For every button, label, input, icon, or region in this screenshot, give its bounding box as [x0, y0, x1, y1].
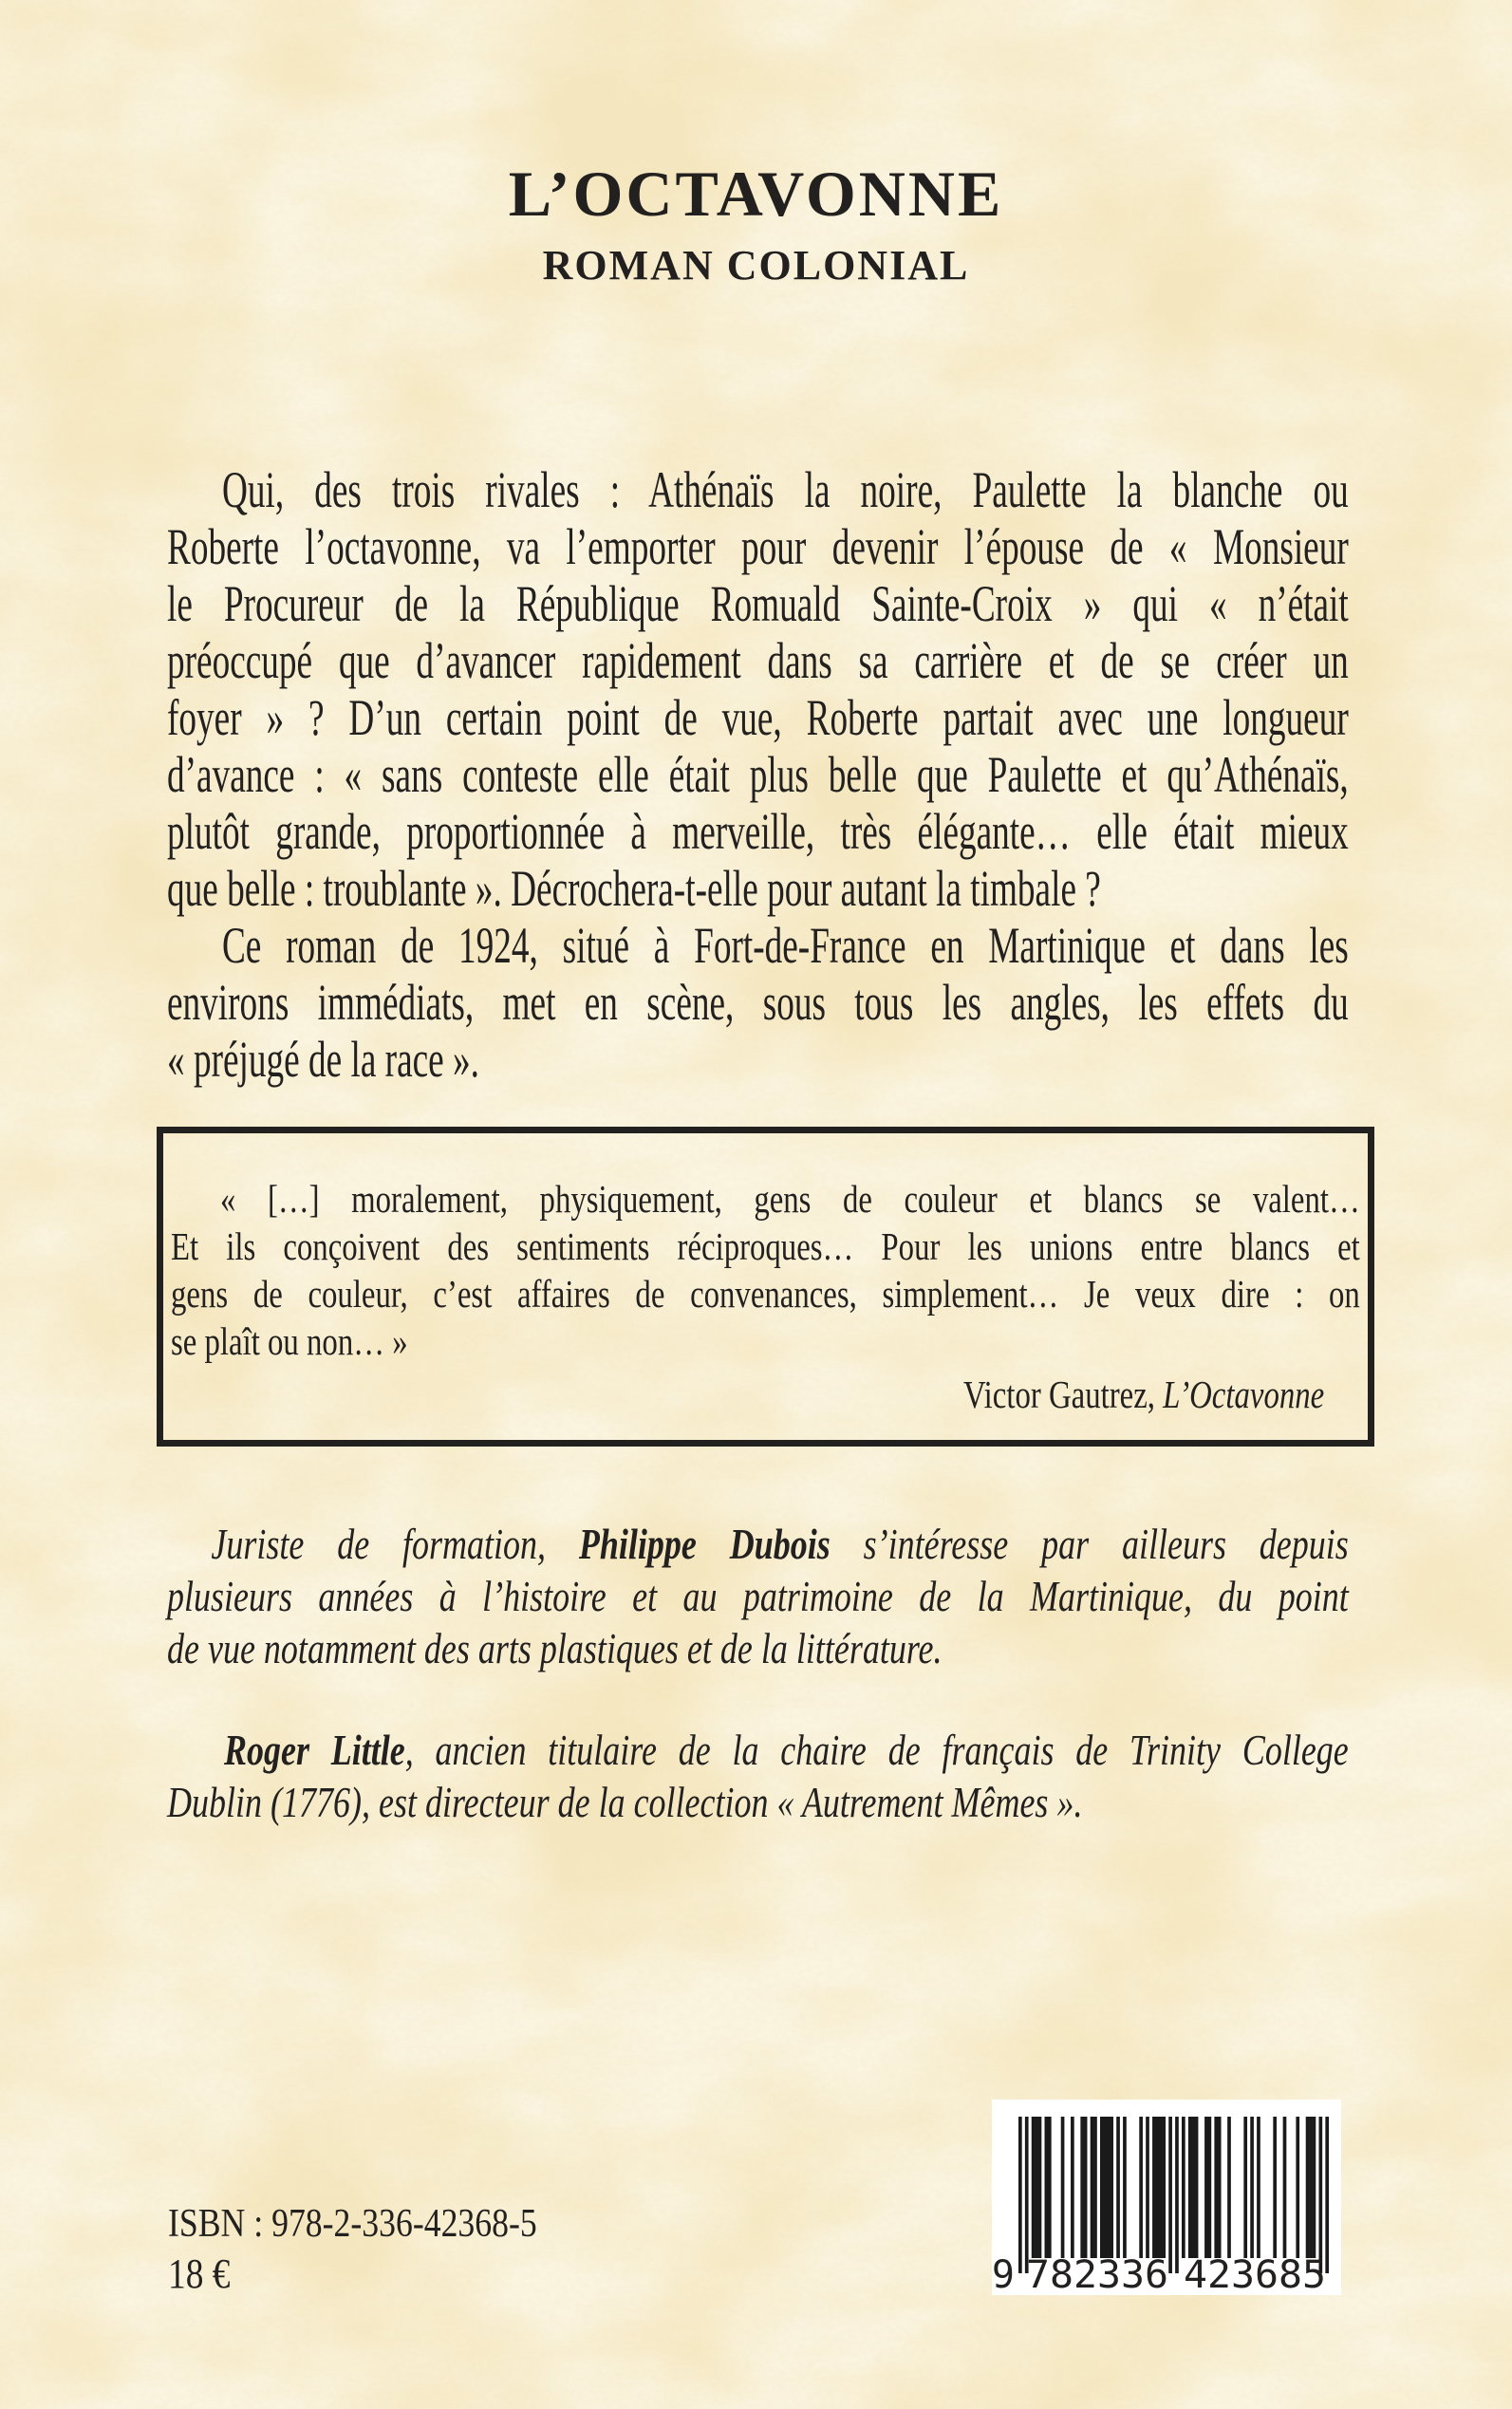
- isbn-text: ISBN : 978-2-336-42368-5: [168, 2202, 537, 2246]
- barcode-svg: [992, 2100, 1341, 2295]
- barcode-bars: [1018, 2117, 1329, 2273]
- quote-attribution: [171, 1371, 1360, 1418]
- title-block: [0, 159, 1512, 289]
- quote-line: « […] moralement, physiquement, gens de couleur et blancs se valent…: [220, 1177, 1360, 1221]
- quote-line: se plaît ou non… »: [171, 1319, 408, 1363]
- synopsis-line: « préjugé de la race ».: [167, 1031, 479, 1088]
- synopsis-line: Qui, des trois rivales : Athénaïs la noire, Paulette la blanche ou: [221, 461, 1349, 518]
- barcode: [992, 2100, 1341, 2295]
- quote-line: Et ils conçoivent des sentiments réciproques… Pour les unions entre blancs et: [171, 1224, 1360, 1268]
- barcode-digits-left: 782336: [1026, 2253, 1168, 2295]
- bio-dubois-rest: s’intéresse par ailleurs depuis: [830, 1521, 1349, 1568]
- synopsis-line: environs immédiats, met en scène, sous tous les angles, les effets du: [167, 974, 1349, 1031]
- synopsis-line: d’avance : « sans conteste elle était plus belle que Paulette et qu’Athénaïs,: [167, 746, 1349, 803]
- barcode-digit-first: 9: [992, 2253, 1015, 2295]
- quote-line: gens de couleur, c’est affaires de convenances, simplement… Je veux dire : on: [171, 1272, 1360, 1316]
- quote-box: [157, 1127, 1374, 1447]
- synopsis-line: préoccupé que d’avancer rapidement dans sa carrière et de se créer un: [167, 632, 1349, 689]
- synopsis-line: Roberte l’octavonne, va l’emporter pour devenir l’épouse de « Monsieur: [167, 518, 1349, 575]
- quote-attribution-work: L’Octavonne: [1163, 1373, 1325, 1416]
- author-name-little: Roger Little: [224, 1727, 405, 1774]
- bio-little-line: [167, 1725, 1349, 1777]
- author-name-dubois: Philippe Dubois: [578, 1521, 831, 1568]
- bio-little-line: Dublin (1776), est directeur de la collection « Autrement Mêmes ».: [167, 1779, 1083, 1826]
- bio-dubois-line: de vue notamment des arts plastiques et de la littérature.: [167, 1625, 943, 1672]
- synopsis-line: foyer » ? D’un certain point de vue, Roberte partait avec une longueur: [167, 689, 1349, 746]
- bio-dubois-line: plusieurs années à l’histoire et au patrimoine de la Martinique, du point: [167, 1573, 1349, 1620]
- author-bios: [167, 1519, 1349, 1829]
- synopsis-line: Ce roman de 1924, situé à Fort-de-France en Martinique et dans les: [221, 917, 1349, 974]
- barcode-digits-right: 423685: [1184, 2253, 1326, 2295]
- book-title: L’OCTAVONNE: [508, 158, 1004, 230]
- price-text: 18 €: [168, 2250, 231, 2297]
- quote-attribution-speaker: Victor Gautrez,: [962, 1373, 1164, 1416]
- book-subtitle: ROMAN COLONIAL: [542, 242, 970, 289]
- synopsis-line: le Procureur de la République Romuald Sainte-Croix » qui « n’était: [167, 575, 1349, 632]
- bio-little-rest: , ancien titulaire de la chaire de français de Trinity College: [404, 1727, 1349, 1774]
- synopsis: [167, 461, 1349, 1088]
- bio-dubois-lead: Juriste de formation,: [211, 1521, 579, 1568]
- synopsis-line: que belle : troublante ». Décrochera-t-elle pour autant la timbale ?: [167, 860, 1101, 917]
- synopsis-line: plutôt grande, proportionnée à merveille, très élégante… elle était mieux: [167, 803, 1349, 860]
- bio-dubois-line: [167, 1519, 1349, 1571]
